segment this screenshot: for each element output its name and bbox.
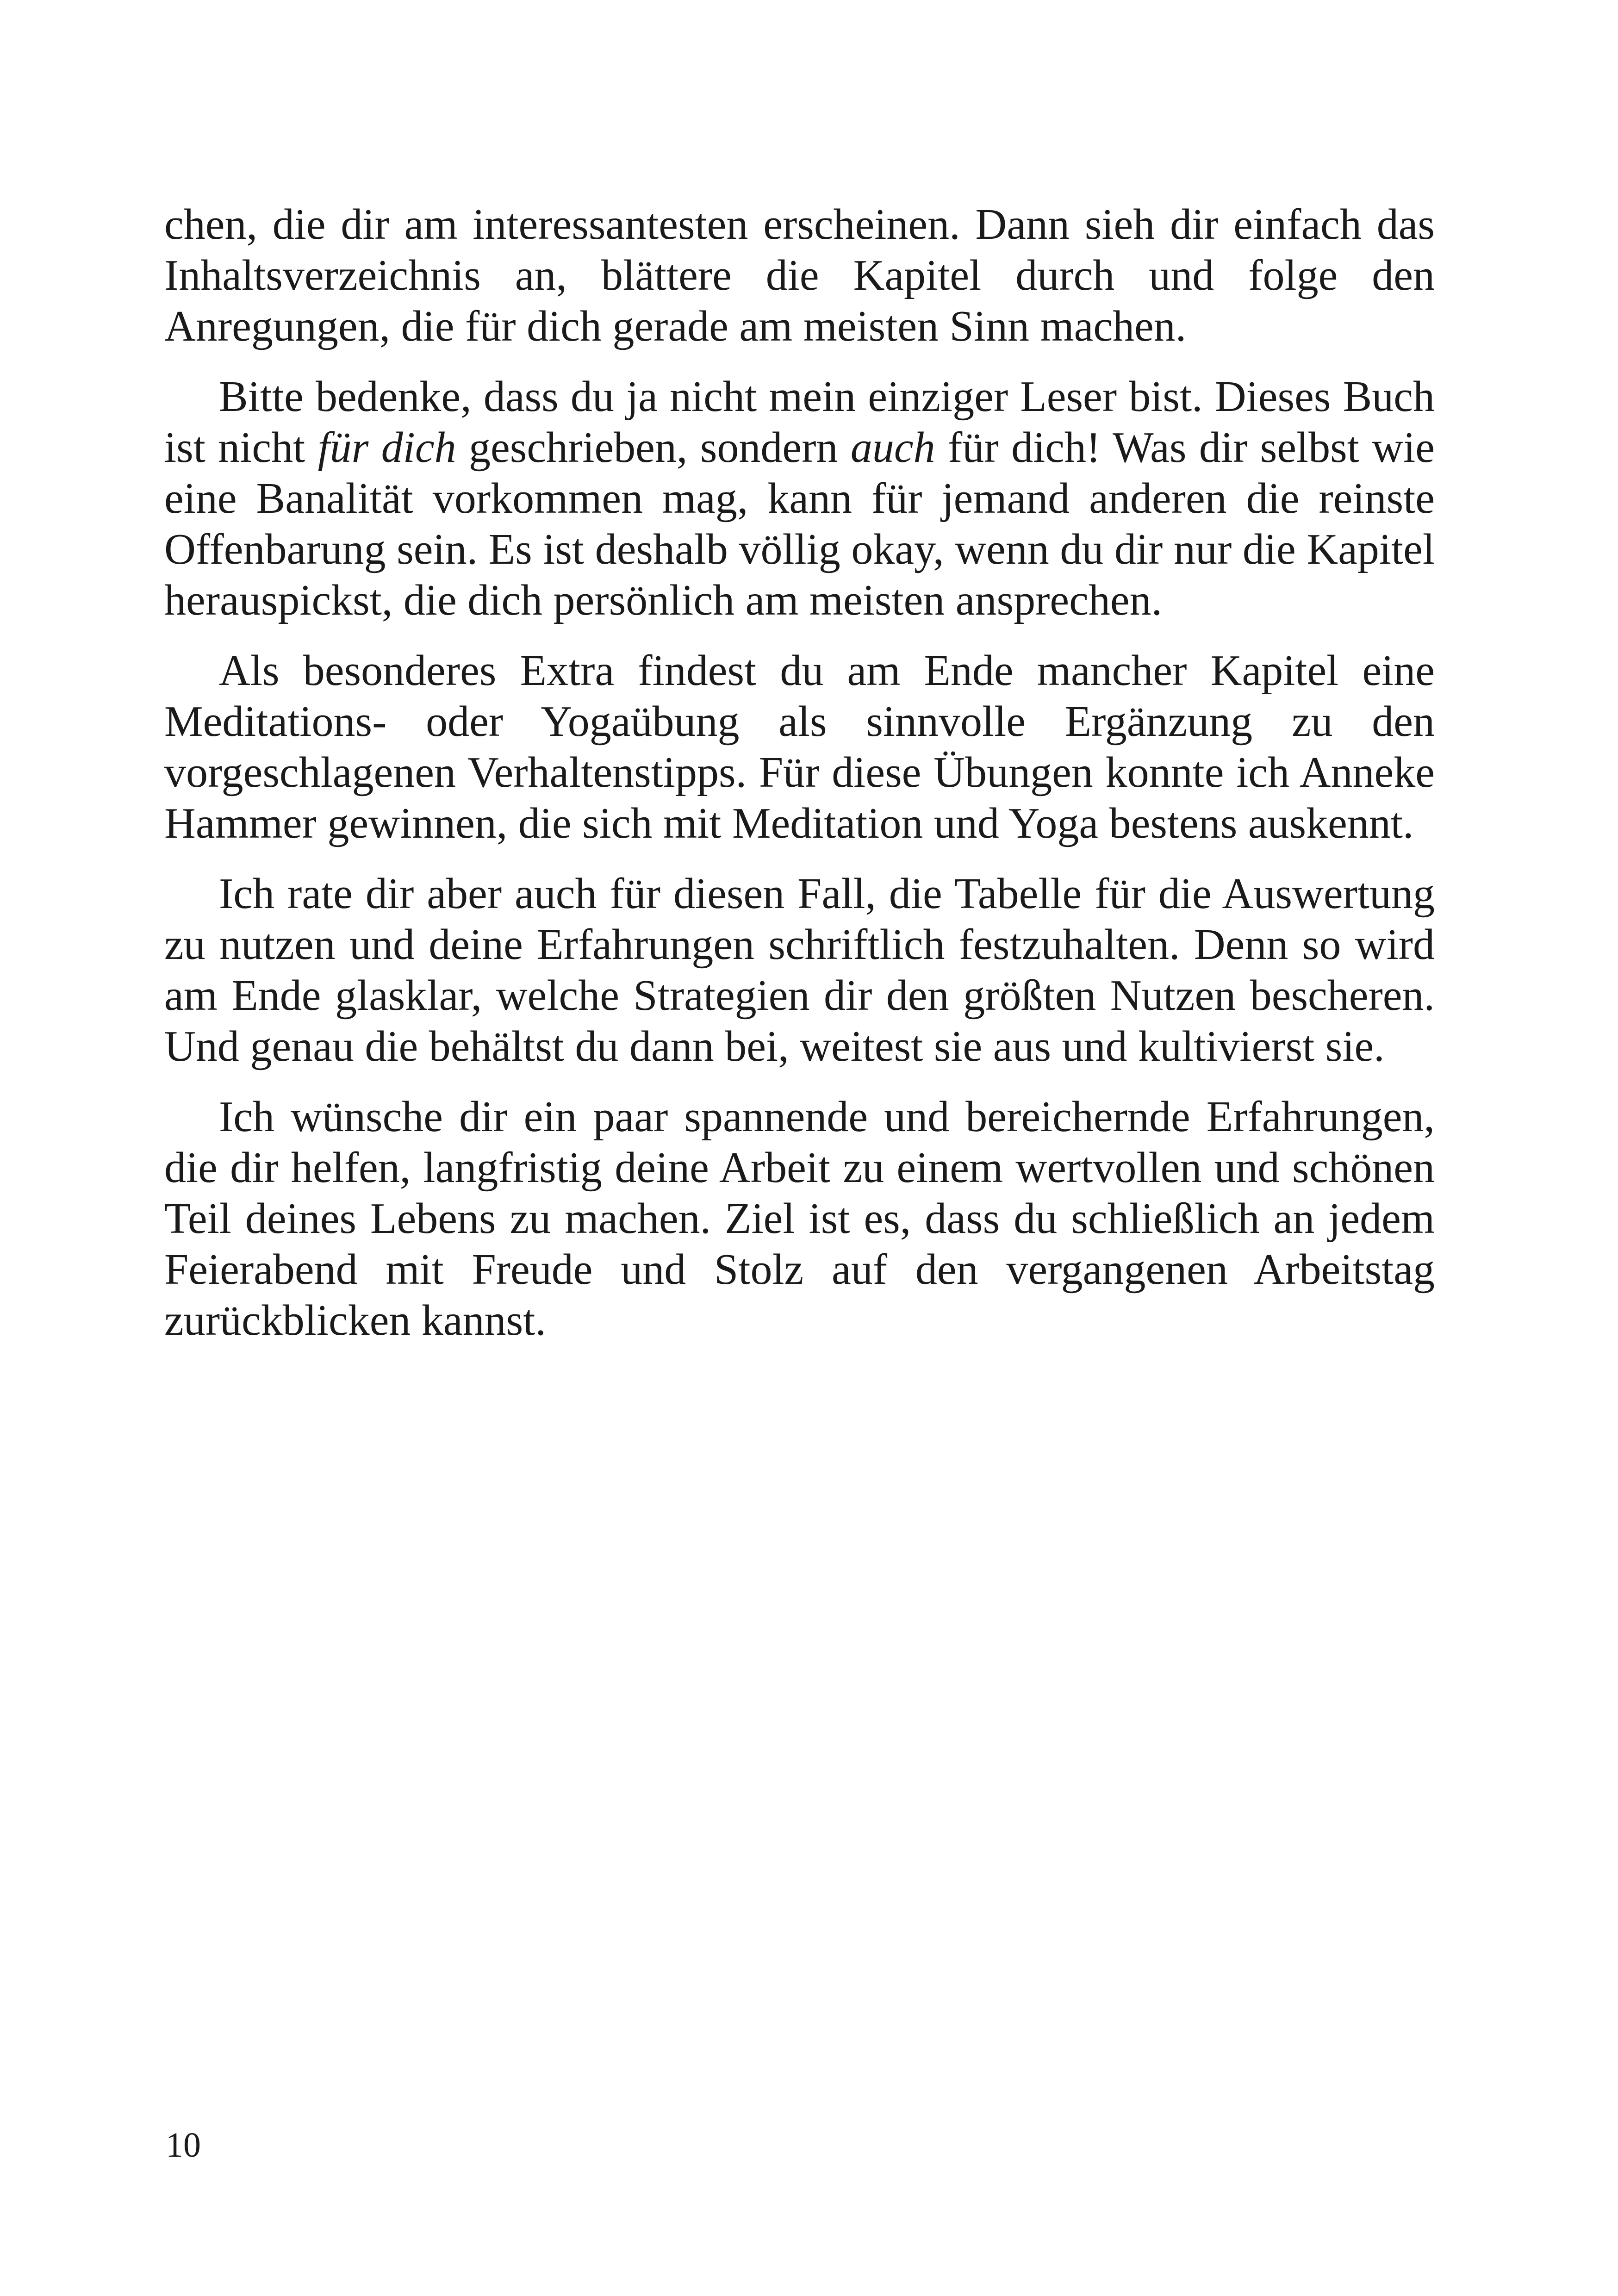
emphasis-text: auch <box>850 423 935 472</box>
paragraph-text: Bitte bedenke, dass du ja nicht mein einziger Leser bist. Dieses Buch ist nicht <box>164 373 1435 472</box>
page-number: 10 <box>166 2126 201 2165</box>
paragraph-closing <box>164 1091 1435 1346</box>
paragraph-text: Ich rate dir aber auch für diesen Fall, die Tabelle für die Auswertung zu nutzen und deine Erfahrungen schriftlich festzuhalten. Denn so wird am Ende glasklar, welche Strategien dir den größten Nutzen bescheren. Und genau die behältst du dann bei, weitest sie aus und kultivierst sie. <box>164 870 1435 1070</box>
paragraph-reader-note <box>164 371 1435 626</box>
emphasis-text: für dich <box>317 423 456 472</box>
paragraph-evaluation <box>164 868 1435 1072</box>
paragraph-text: Ich wünsche dir ein paar spannende und bereichernde Erfahrungen, die dir helfen, langfristig deine Arbeit zu einem wertvollen und schönen Teil deines Lebens zu machen. Ziel ist es, dass du schließlich an jedem Feierabend mit Freude und Stolz auf den vergangenen Arbeitstag zurückblicken kannst. <box>164 1093 1435 1344</box>
paragraph-extras <box>164 645 1435 849</box>
paragraph-text: Als besonderes Extra findest du am Ende mancher Kapitel eine Meditations- oder Yogaübung als sinnvolle Ergänzung zu den vorgeschlagenen Verhaltenstipps. Für diese Übungen konnte ich Anneke Hammer gewinnen, die sich mit Meditation und Yoga bestens auskennt. <box>164 647 1435 847</box>
paragraph-text: chen, die dir am interessantesten erscheinen. Dann sieh dir einfach das Inhaltsverzeichnis an, blättere die Kapitel durch und folge den Anregungen, die für dich gerade am meisten Sinn machen. <box>164 200 1435 350</box>
paragraph-text: geschrieben, sondern <box>456 423 851 472</box>
paragraph-continuation <box>164 199 1435 352</box>
paragraph-text: für dich! Was dir selbst wie eine Banalität vorkommen mag, kann für jemand anderen die reinste Offenbarung sein. Es ist deshalb völlig okay, wenn du dir nur die Kapitel herauspickst, die dich persönlich am meisten ansprechen. <box>164 423 1435 624</box>
body-text <box>164 199 1435 1365</box>
